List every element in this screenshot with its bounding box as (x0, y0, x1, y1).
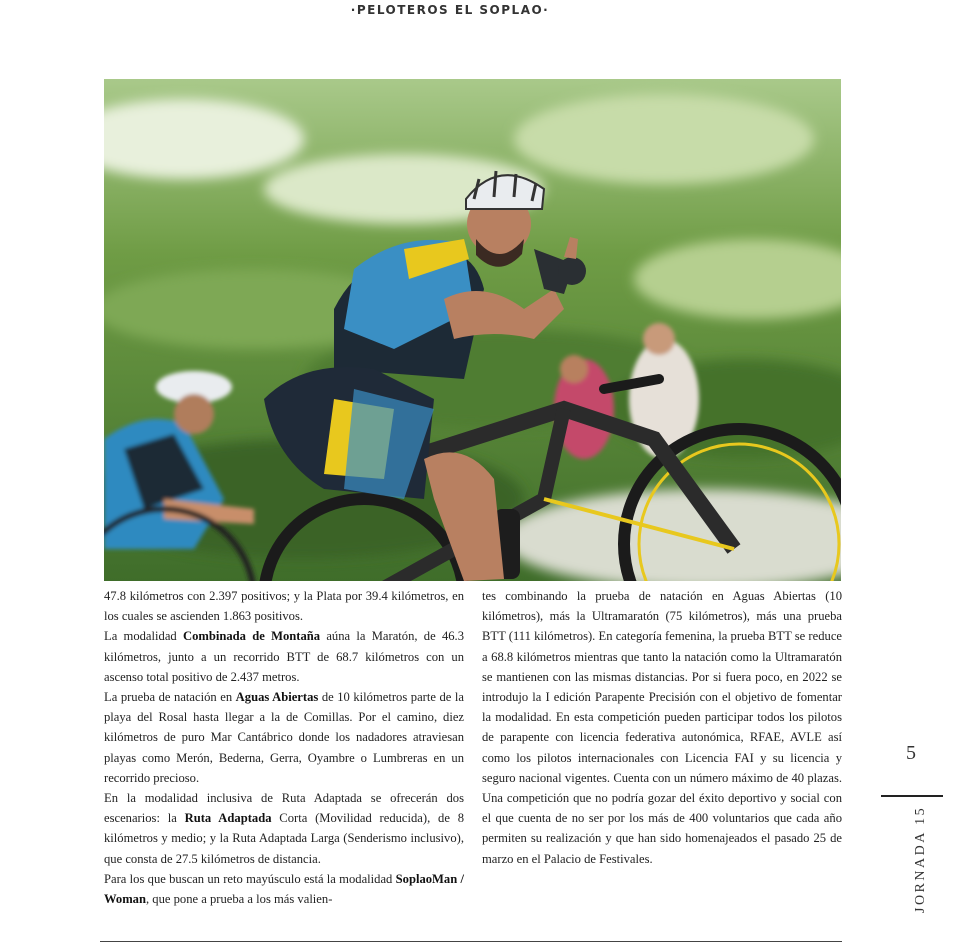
text-run: En la modalidad inclusiva de Ruta Adaptada se ofrecerán dos escenarios: la (104, 791, 464, 826)
text-run: 47.8 kilómetros con 2.397 positivos; y la Plata por 39.4 kilómetros, en los cuales se ascienden 1.863 positivos. (104, 589, 464, 624)
bold-term: Combinada de Montaña (182, 629, 321, 644)
article-paragraph (104, 626, 464, 687)
text-run: La modalidad (104, 629, 183, 644)
sidebar-divider (881, 795, 943, 797)
bold-term: Ruta Adaptada (184, 811, 272, 826)
bold-term: Aguas Abiertas (235, 690, 319, 705)
article-paragraph (104, 869, 464, 909)
cyclists-photo (104, 79, 841, 581)
publication-header: ·PELOTEROS EL SOPLAO· (350, 3, 550, 17)
bottom-divider (100, 941, 842, 942)
article-right-column (482, 586, 842, 869)
text-run: Corta (Movilidad reducida), de 8 kilómetros y medio; y la Ruta Adaptada Larga (Senderismo inclusivo), que consta de 27.5 kilómetros de distancia. (104, 811, 465, 866)
bold-term: SoplaoMan / Woman (104, 871, 465, 907)
text-run: de 10 kilómetros parte de la playa del Rosal hasta llegar a la de Comillas. Por el camino, diez kilómetros de puro Mar Cantábrico donde los nadadores atraviesan playas como Merón, Bederna, Gerra, Oyambre o Lumbreras en un recorrido precioso. (104, 690, 464, 785)
article-paragraph (104, 788, 464, 869)
text-run: aúna la Maratón, de 46.3 kilómetros, junto a un recorrido BTT de 68.7 kilómetros con un ascenso total positivo de 2.437 metros. (104, 629, 465, 684)
cyclists-photo-illustration (104, 79, 841, 581)
text-run: , que pone a prueba a los más valien- (146, 892, 333, 907)
jornada-label: JORNADA 15 (913, 805, 928, 913)
article-paragraph (482, 586, 842, 869)
text-run: La prueba de natación en (104, 690, 236, 705)
article-left-column (104, 586, 464, 909)
text-run: tes combinando la prueba de natación en Aguas Abiertas (10 kilómetros), más la Ultramaratón (75 kilómetros), más una prueba BTT (111 kilómetros). En categoría femenina, la prueba BTT se reduce a 68.8 kilómetros mientras que tanto la natación como la Ultramaratón se mantienen con las mismas distancias. Por si fuera poco, en 2022 se introdujo la I edición Parapente Precisión con el objetivo de fomentar la modalidad. En esta competición pueden participar todos los pilotos de parapente con licencia federativa autonómica, RFAE, AVLE así como los pilotos internacionales con Licencia FAI y su licencia y seguro nacional vigentes. Cuenta con un número máximo de 40 plazas. Una competición que no podría gozar del éxito deportivo y social con el que cuenta de no ser por los más de 400 voluntarios que cada año permiten su realización y que han sido homenajeados el pasado 25 de marzo en el Palacio de Festivales. (482, 589, 842, 866)
page-number: 5 (906, 742, 916, 764)
article-paragraph (104, 586, 464, 626)
text-run: Para los que buscan un reto mayúsculo está la modalidad (104, 871, 396, 886)
article-paragraph (104, 687, 464, 788)
